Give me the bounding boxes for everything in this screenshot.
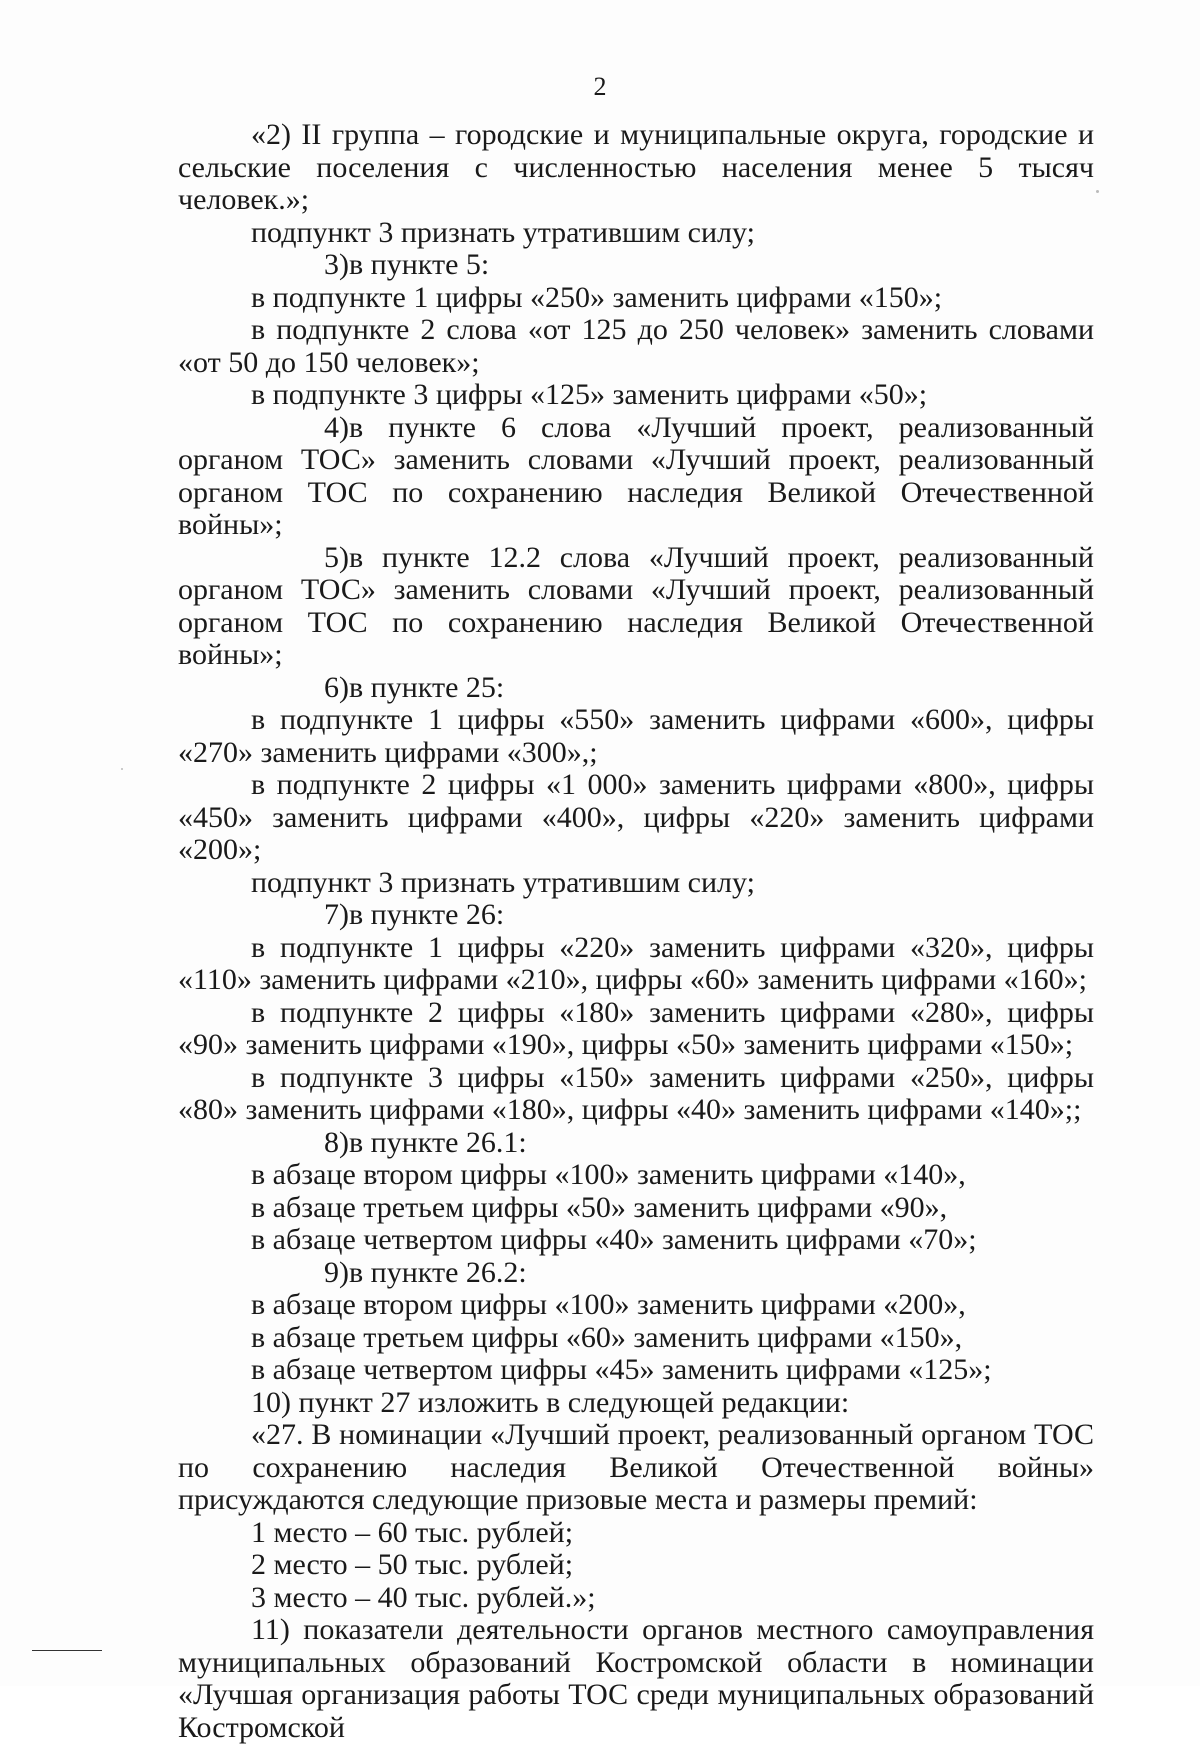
item-number: 4)	[324, 410, 349, 444]
item-text: в пункте 5:	[349, 248, 490, 281]
paragraph: 11) показатели деятельности органов местного самоуправления муниципальных образований Костромской области в номинации «Лучшая организация работы ТОС среди муниципальных образований Костромской	[178, 1613, 1094, 1744]
item-number: 5)	[324, 540, 349, 574]
paragraph: в подпункте 1 цифры «220» заменить цифрами «320», цифры «110» заменить цифрами «210», цифры «60» заменить цифрами «160»;	[178, 930, 1094, 996]
paragraph: 10) пункт 27 изложить в следующей редакции:	[251, 1385, 850, 1419]
paragraph: в подпункте 2 слова «от 125 до 250 человек» заменить словами «от 50 до 150 человек»;	[178, 313, 1094, 379]
paragraph: подпункт 3 признать утратившим силу;	[251, 215, 755, 249]
paragraph: в подпункте 1 цифры «550» заменить цифрами «600», цифры «270» заменить цифрами «300»,;	[178, 703, 1094, 769]
paragraph: в подпункте 1 цифры «250» заменить цифрами «150»;	[251, 280, 943, 314]
numbered-item	[178, 672, 1094, 705]
item-text: в пункте 26.1:	[349, 1125, 527, 1159]
item-text: в пункте 26.2:	[349, 1255, 527, 1289]
paragraph: «2) II группа – городские и муниципальные округа, городские и сельские поселения с численностью населения менее 5 тысяч человек.»;	[178, 118, 1094, 216]
numbered-item	[178, 412, 1094, 542]
item-text: в пункте 12.2 слова «Лучший проект, реализованный органом ТОС» заменить словами «Лучший проект, реализованный органом ТОС по сохранению наследия Великой Отечественной войны»;	[178, 540, 1094, 671]
paragraph: подпункт 3 признать утратившим силу;	[251, 865, 755, 899]
scan-speck	[121, 768, 123, 770]
paragraph: 2 место – 50 тыс. рублей;	[251, 1548, 574, 1581]
paragraph: в абзаце втором цифры «100» заменить цифрами «140»,	[251, 1158, 966, 1191]
page-number: 2	[593, 72, 607, 101]
paragraph: «27. В номинации «Лучший проект, реализованный органом ТОС по сохранению наследия Великой Отечественной войны» присуждаются следующие призовые места и размеры премий:	[178, 1418, 1094, 1516]
paragraph: в абзаце четвертом цифры «45» заменить цифрами «125»;	[251, 1353, 992, 1386]
item-number: 3)	[324, 248, 349, 281]
paragraph: в абзаце третьем цифры «60» заменить цифрами «150»,	[251, 1320, 963, 1354]
item-number: 8)	[324, 1125, 349, 1159]
paragraph: в абзаце втором цифры «100» заменить цифрами «200»,	[251, 1288, 966, 1321]
paragraph: 3 место – 40 тыс. рублей.»;	[251, 1580, 596, 1614]
document-body	[178, 119, 1094, 1744]
item-text: в пункте 26:	[349, 898, 505, 931]
numbered-item	[178, 899, 1094, 932]
item-number: 7)	[324, 898, 349, 931]
paragraph: в подпункте 3 цифры «125» заменить цифрами «50»;	[251, 378, 928, 411]
paragraph: в абзаце третьем цифры «50» заменить цифрами «90»,	[251, 1190, 948, 1224]
paragraph: в подпункте 3 цифры «150» заменить цифрами «250», цифры «80» заменить цифрами «180», цифры «40» заменить цифрами «140»;;	[178, 1060, 1094, 1126]
paragraph: 1 место – 60 тыс. рублей;	[251, 1515, 574, 1549]
item-number: 9)	[324, 1255, 349, 1289]
numbered-item	[178, 249, 1094, 282]
paragraph: в подпункте 2 цифры «1 000» заменить цифрами «800», цифры «450» заменить цифрами «400», цифры «220» заменить цифрами «200»;	[178, 768, 1094, 866]
item-text: в пункте 6 слова «Лучший проект, реализованный органом ТОС» заменить словами «Лучший проект, реализованный органом ТОС по сохранению наследия Великой Отечественной войны»;	[178, 410, 1094, 541]
numbered-item	[178, 542, 1094, 672]
numbered-item	[178, 1127, 1094, 1160]
scan-speck	[1096, 190, 1099, 193]
paragraph: в подпункте 2 цифры «180» заменить цифрами «280», цифры «90» заменить цифрами «190», цифры «50» заменить цифрами «150»;	[178, 995, 1094, 1061]
footer-rule	[32, 1650, 102, 1651]
item-number: 6)	[324, 670, 349, 704]
item-text: в пункте 25:	[349, 670, 505, 704]
paragraph: в абзаце четвертом цифры «40» заменить цифрами «70»;	[251, 1223, 977, 1256]
numbered-item	[178, 1257, 1094, 1290]
